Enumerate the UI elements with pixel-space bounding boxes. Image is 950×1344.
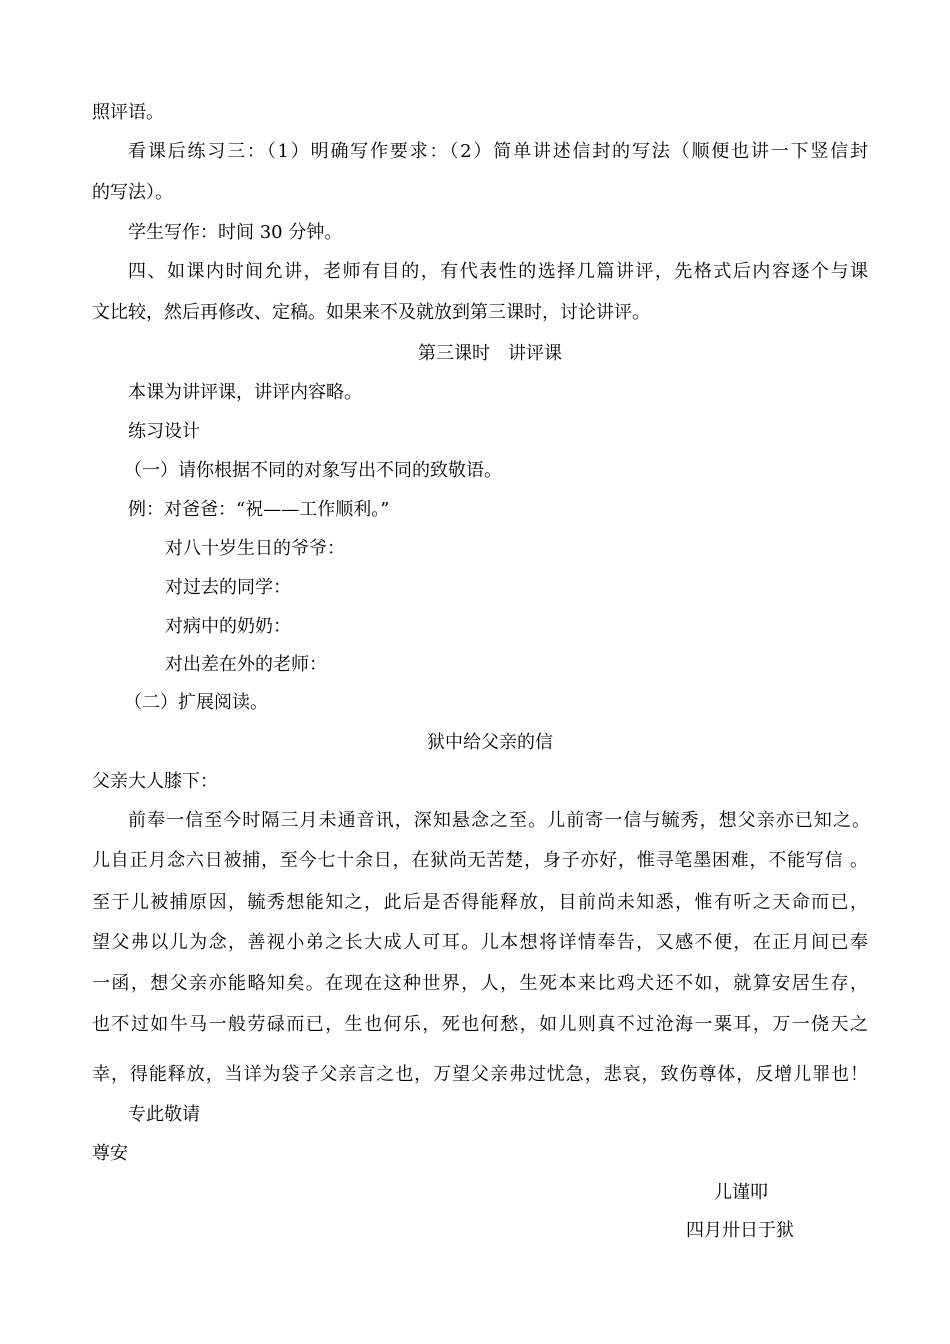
exercise-prompt: 对八十岁生日的爷爷： xyxy=(165,538,345,559)
text-line: 的写法）。 xyxy=(92,182,173,203)
letter-closing: 尊安 xyxy=(92,1143,128,1164)
text-line: 文比较，然后再修改、定稿。如果来不及就放到第三课时，讨论讲评。 xyxy=(92,302,650,323)
letter-line: 儿自正月念六日被捕，至今七十余日，在狱尚无苦楚，身子亦好，惟寻笔墨困难，不能写信 。 xyxy=(92,850,868,871)
text-line: 看课后练习三：（1）明确写作要求：（2）简单讲述信封的写法（顺便也讲一下竖信封 xyxy=(128,141,868,162)
letter-line: 前奉一信至今时隔三月未通音讯，深知悬念之至。儿前寄一信与毓秀，想父亲亦已知之。 xyxy=(128,810,870,831)
exercise-prompt: 对病中的奶奶： xyxy=(165,616,291,637)
letter-line: 幸，得能释放，当详为袋子父亲言之也，万望父亲弗过忧急，悲哀，致伤尊体，反增儿罪也！ xyxy=(92,1064,868,1085)
text-line: 照评语。 xyxy=(92,102,164,123)
text-line: 四、如课内时间允讲，老师有目的，有代表性的选择几篇讲评，先格式后内容逐个与课 xyxy=(128,261,868,282)
letter-salutation: 父亲大人膝下： xyxy=(92,771,218,792)
letter-line: 也不过如牛马一般劳碌而已，生也何乐，死也何愁，如儿则真不过沧海一粟耳，万一侥天之 xyxy=(92,1014,868,1035)
letter-line: 望父弗以儿为念，善视小弟之长大成人可耳。儿本想将详情奉告，又感不便，在正月间已奉 xyxy=(92,932,868,953)
letter-closing: 专此敬请 xyxy=(128,1104,200,1125)
letter-title: 狱中给父亲的信 xyxy=(427,732,553,753)
text-line: 学生写作：时间 30 分钟。 xyxy=(128,222,343,243)
letter-date: 四月卅日于狱 xyxy=(686,1220,794,1241)
text-line: 本课为讲评课，讲评内容略。 xyxy=(128,382,362,403)
text-line: 练习设计 xyxy=(128,421,200,442)
exercise-prompt: 对过去的同学： xyxy=(165,577,291,598)
exercise-item: （一）请你根据不同的对象写出不同的致敬语。 xyxy=(124,460,502,481)
exercise-example: 例：对爸爸：“祝——工作顺利。” xyxy=(128,499,390,520)
letter-line: 一函，想父亲亦能略知矣。在现在这种世界，人，生死本来比鸡犬还不如，就算安居生存， xyxy=(92,973,868,994)
section-heading: 第三课时 讲评课 xyxy=(418,343,562,364)
exercise-item: （二）扩展阅读。 xyxy=(124,692,268,713)
letter-signature: 儿谨叩 xyxy=(714,1182,768,1203)
letter-line: 至于儿被捕原因，毓秀想能知之，此后是否得能释放，目前尚未知悉，惟有听之天命而已， xyxy=(92,892,868,913)
exercise-prompt: 对出差在外的老师： xyxy=(165,654,327,675)
